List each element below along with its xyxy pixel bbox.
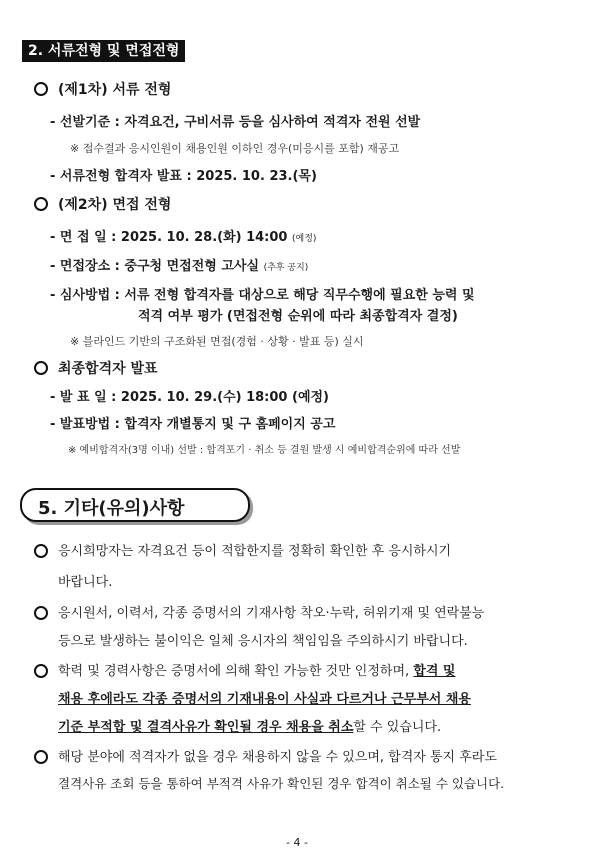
circle-bullet-icon	[34, 361, 48, 375]
section2-title: 2. 서류전형 및 면접전형	[22, 40, 185, 62]
stage2-place	[50, 255, 308, 274]
stage1-heading: (제1차) 서류 전형	[58, 82, 172, 98]
stage2-place-main: - 면접장소 : 중구청 면접전형 고사실	[50, 259, 260, 274]
item3-line3-bold: 기준 부적합 및 결격사유가 확인될 경우 채용을 취소	[58, 720, 354, 735]
page-number: - 4 -	[286, 836, 308, 849]
item3-line1-bold: 합격 및	[413, 664, 456, 679]
circle-bullet-icon	[34, 82, 48, 96]
item1-line2: 바랍니다.	[58, 575, 113, 590]
section5-title: 5. 기타(유의)사항	[38, 498, 185, 519]
final-date: - 발 표 일 : 2025. 10. 29.(수) 18:00 (예정)	[50, 390, 329, 405]
stage2-heading: (제2차) 면접 전형	[58, 197, 172, 213]
final-method: - 발표방법 : 합격자 개별통지 및 구 홈페이지 공고	[50, 417, 336, 432]
circle-bullet-icon	[34, 750, 48, 764]
stage1-criteria-note: ※ 접수결과 응시인원이 채용인원 이하인 경우(미응시를 포함) 재공고	[70, 142, 400, 155]
item2-line1: 응시원서, 이력서, 각종 증명서의 기재사항 착오·누락, 허위기재 및 연락불능	[58, 606, 485, 621]
circle-bullet-icon	[34, 197, 48, 211]
item2-line2: 등으로 발생하는 불이익은 일체 응시자의 책임임을 주의하시기 바랍니다.	[58, 634, 468, 649]
stage2-method-line1: - 심사방법 : 서류 전형 합격자를 대상으로 해당 직무수행에 필요한 능력 및	[50, 288, 475, 303]
circle-bullet-icon	[34, 544, 48, 558]
circle-bullet-icon	[34, 664, 48, 678]
item3-line1	[58, 660, 455, 679]
item4-line2: 결격사유 조회 등을 통하여 부적격 사유가 확인된 경우 합격이 취소될 수 있습니다.	[58, 776, 505, 791]
stage2-place-note: (추후 공지)	[263, 263, 309, 273]
item3-line3-plain: 할 수 있습니다.	[353, 720, 442, 735]
stage1-announce: - 서류전형 합격자 발표 : 2025. 10. 23.(목)	[50, 169, 317, 184]
circle-bullet-icon	[34, 606, 48, 620]
stage2-method-line2: 적격 여부 평가 (면접전형 순위에 따라 최종합격자 결정)	[138, 309, 458, 324]
item3-line1-plain: 학력 및 경력사항은 증명서에 의해 확인 가능한 것만 인정하며,	[58, 664, 414, 679]
stage1-criteria: - 선발기준 : 자격요건, 구비서류 등을 심사하여 적격자 전원 선발	[50, 115, 421, 130]
final-note: ※ 예비합격자(3명 이내) 선발 : 합격포기 · 취소 등 결원 발생 시 예비합격순위에 따라 선발	[68, 445, 461, 456]
item3-line2: 채용 후에라도 각종 증명서의 기재내용이 사실과 다르거나 근무부서 채용	[58, 692, 471, 707]
section5-title-box	[20, 488, 250, 522]
stage2-date-note: (예정)	[292, 234, 317, 244]
stage2-date-main: - 면 접 일 : 2025. 10. 28.(화) 14:00	[50, 230, 288, 245]
final-heading: 최종합격자 발표	[58, 361, 158, 377]
item1-line1: 응시희망자는 자격요건 등이 적합한지를 정확히 확인한 후 응시하시기	[58, 544, 452, 559]
stage2-method-note: ※ 블라인드 기반의 구조화된 면접(경험 · 상황 · 발표 등) 실시	[70, 335, 364, 348]
item3-line3	[58, 716, 441, 735]
item4-line1: 해당 분야에 적격자가 없을 경우 채용하지 않을 수 있으며, 합격자 통지 후라도	[58, 750, 497, 765]
stage2-date	[50, 226, 316, 245]
